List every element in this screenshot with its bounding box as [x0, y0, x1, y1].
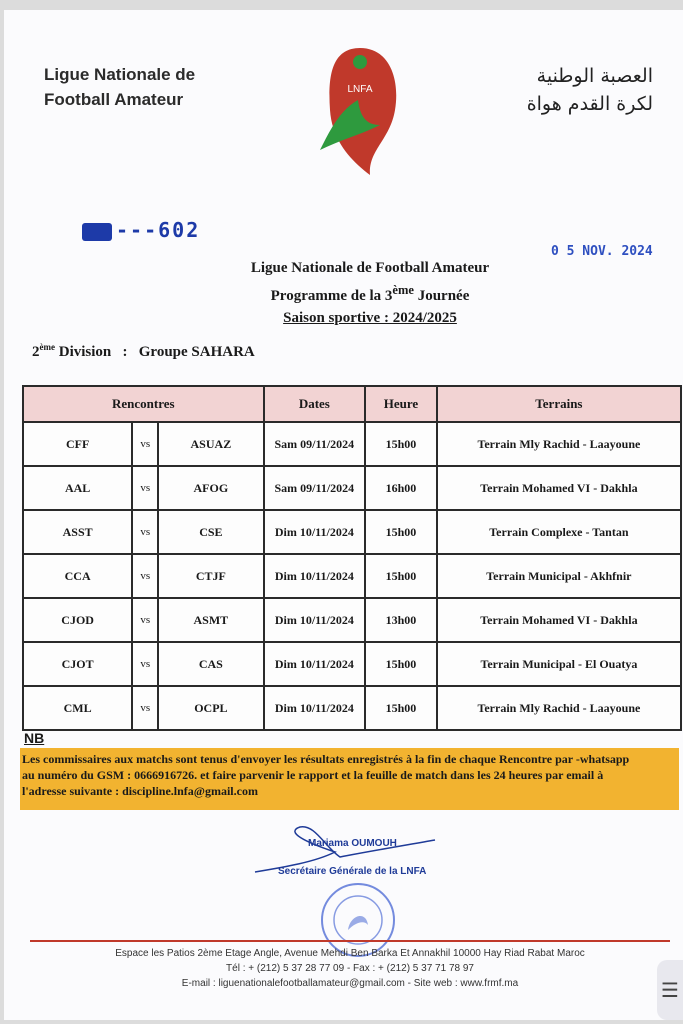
- table-row: [23, 422, 681, 466]
- table-row: [23, 598, 681, 642]
- vs-cell: vs: [132, 642, 158, 686]
- home-team-cell: CFF: [23, 422, 132, 466]
- date-cell: Dim 10/11/2024: [264, 642, 366, 686]
- away-team-cell: CTJF: [158, 554, 263, 598]
- org-name-arabic: العصبة الوطنية لكرة القدم هواة: [526, 65, 653, 115]
- venue-cell: Terrain Mohamed VI - Dakhla: [437, 466, 681, 510]
- time-cell: 15h00: [365, 686, 437, 730]
- lnfa-logo-icon: [310, 40, 410, 180]
- time-cell: 15h00: [365, 642, 437, 686]
- date-stamp: 0 5 NOV. 2024: [551, 244, 653, 259]
- venue-cell: Terrain Complexe - Tantan: [437, 510, 681, 554]
- away-team-cell: ASMT: [158, 598, 263, 642]
- venue-cell: Terrain Mly Rachid - Laayoune: [437, 686, 681, 730]
- date-cell: Dim 10/11/2024: [264, 510, 366, 554]
- ink-blot: [82, 223, 112, 241]
- logo-text: LNFA: [347, 84, 373, 95]
- home-team-cell: CJOD: [23, 598, 132, 642]
- vs-cell: vs: [132, 598, 158, 642]
- vs-cell: vs: [132, 466, 158, 510]
- home-team-cell: CCA: [23, 554, 132, 598]
- time-cell: 16h00: [365, 466, 437, 510]
- vs-cell: vs: [132, 510, 158, 554]
- home-team-cell: CML: [23, 686, 132, 730]
- away-team-cell: CAS: [158, 642, 263, 686]
- venue-cell: Terrain Mohamed VI - Dakhla: [437, 598, 681, 642]
- header-terrains: Terrains: [437, 386, 681, 422]
- table-row: [23, 510, 681, 554]
- time-cell: 15h00: [365, 510, 437, 554]
- footer-address: Espace les Patios 2ème Etage Angle, Avenue Mehdi Ben Barka Et Annakhil 10000 Hay Riad Rabat Maroc Tél : + (212) 5 37 28 77 09 - Fax : + (212) 5 37 71 78 97 E-mail : liguenationalefootballamateur@gmail.com - Site web : www.frmf.ma: [115, 948, 585, 989]
- footer-divider: [30, 940, 670, 942]
- reference-stamp: ---602: [82, 218, 200, 242]
- signatory-name: Mariama OUMOUH: [308, 838, 397, 849]
- menu-icon[interactable]: ☰: [657, 960, 683, 1020]
- home-team-cell: AAL: [23, 466, 132, 510]
- date-cell: Dim 10/11/2024: [264, 554, 366, 598]
- venue-cell: Terrain Municipal - Akhfnir: [437, 554, 681, 598]
- table-header-row: [23, 386, 681, 422]
- date-cell: Sam 09/11/2024: [264, 422, 366, 466]
- fixtures-table: [22, 385, 682, 731]
- org-name-french: Ligue Nationale de Football Amateur: [44, 65, 196, 109]
- time-cell: 13h00: [365, 598, 437, 642]
- header-rencontres: Rencontres: [23, 386, 264, 422]
- venue-cell: Terrain Municipal - El Ouatya: [437, 642, 681, 686]
- away-team-cell: AFOG: [158, 466, 263, 510]
- season-label: Saison sportive : 2024/2025: [283, 310, 457, 326]
- time-cell: 15h00: [365, 422, 437, 466]
- signatory-title: Secrétaire Générale de la LNFA: [278, 866, 427, 877]
- vs-cell: vs: [132, 686, 158, 730]
- date-cell: Dim 10/11/2024: [264, 686, 366, 730]
- table-row: [23, 554, 681, 598]
- away-team-cell: CSE: [158, 510, 263, 554]
- away-team-cell: ASUAZ: [158, 422, 263, 466]
- away-team-cell: OCPL: [158, 686, 263, 730]
- date-cell: Sam 09/11/2024: [264, 466, 366, 510]
- time-cell: 15h00: [365, 554, 437, 598]
- date-cell: Dim 10/11/2024: [264, 598, 366, 642]
- home-team-cell: ASST: [23, 510, 132, 554]
- document-heading: Ligue Nationale de Football Amateur Programme de la 3ème Journée Saison sportive : 2024/2025: [170, 257, 570, 329]
- table-row: [23, 686, 681, 730]
- header-heure: Heure: [365, 386, 437, 422]
- vs-cell: vs: [132, 554, 158, 598]
- venue-cell: Terrain Mly Rachid - Laayoune: [437, 422, 681, 466]
- vs-cell: vs: [132, 422, 158, 466]
- header-dates: Dates: [264, 386, 366, 422]
- notice-box: Les commissaires aux matchs sont tenus d'envoyer les résultats enregistrés à la fin de chaque Rencontre par -whatsapp au numéro du GSM : 0666916726. et faire parvenir le rapport et la feuille de match dans les 24 heures par email à l'adresse suivante : discipline.lnfa@gmail.com: [20, 748, 679, 810]
- table-row: [23, 466, 681, 510]
- nb-label: NB: [24, 730, 45, 746]
- division-label: 2ème Division : Groupe SAHARA: [32, 342, 255, 360]
- table-row: [23, 642, 681, 686]
- home-team-cell: CJOT: [23, 642, 132, 686]
